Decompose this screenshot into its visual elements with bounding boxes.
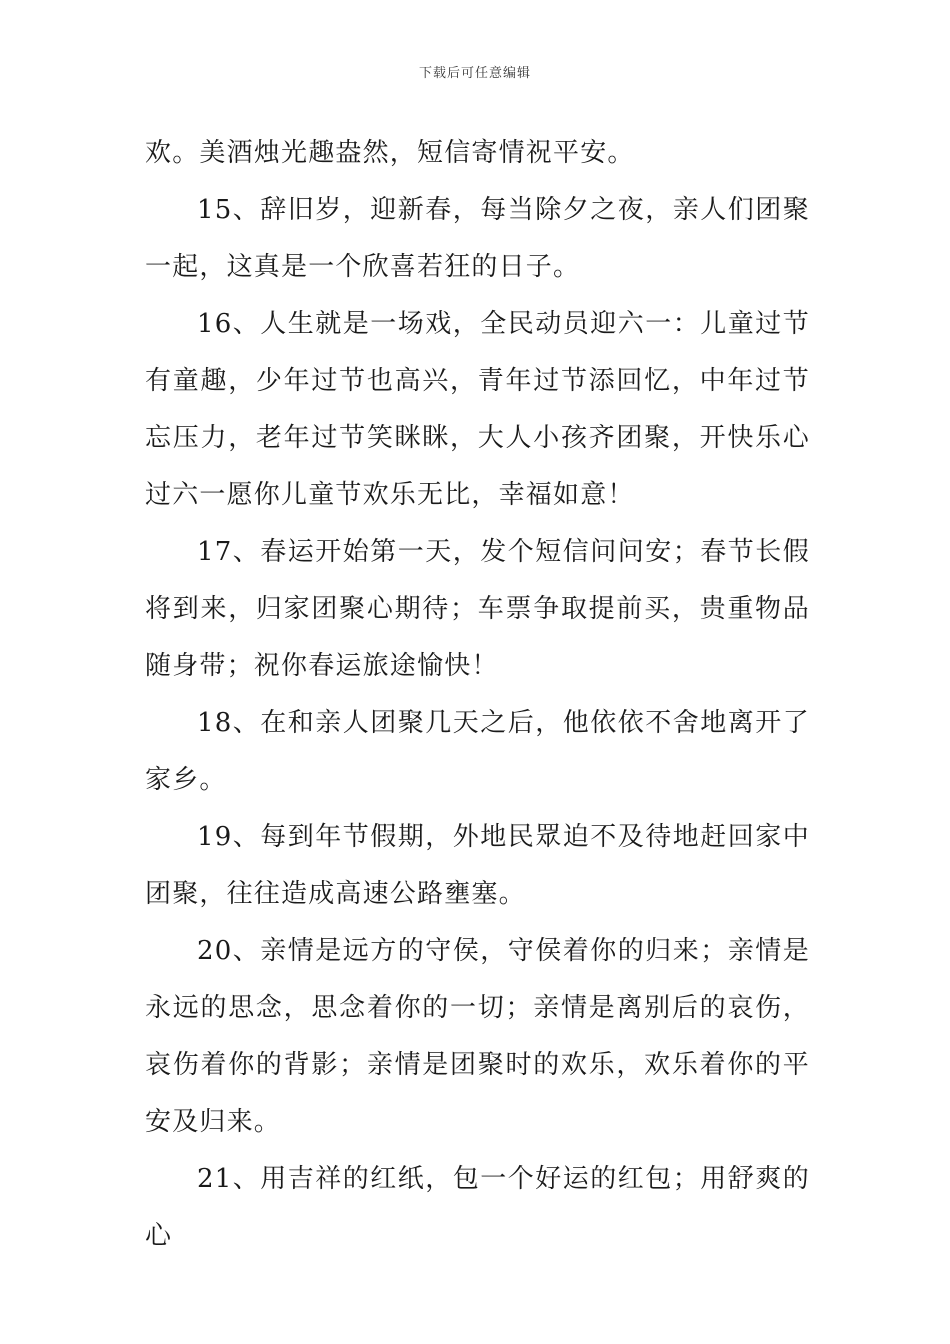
paragraph-17: 17、春运开始第一天，发个短信问问安；春节长假将到来，归家团聚心期待；车票争取提前买，贵重物品随身带；祝你春运旅途愉快！	[145, 537, 810, 681]
paragraph-19: 19、每到年节假期，外地民眾迫不及待地赶回家中团聚，往往造成高速公路壅塞。	[145, 822, 810, 909]
paragraph-16: 16、人生就是一场戏，全民动员迎六一：儿童过节有童趣，少年过节也高兴，青年过节添回忆，中年过节忘压力，老年过节笑眯眯，大人小孩齐团聚，开快乐心过六一愿你儿童节欢乐无比，幸福如意！	[145, 309, 810, 510]
document-body	[145, 125, 810, 1265]
paragraph-18: 18、在和亲人团聚几天之后，他依依不舍地离开了家乡。	[145, 708, 810, 795]
paragraph-21: 21、用吉祥的红纸，包一个好运的红包；用舒爽的心	[145, 1164, 810, 1251]
paragraph-20: 20、亲情是远方的守侯，守侯着你的归来；亲情是永远的思念，思念着你的一切；亲情是离别后的哀伤，哀伤着你的背影；亲情是团聚时的欢乐，欢乐着你的平安及归来。	[145, 936, 810, 1137]
page-header: 下载后可任意编辑	[418, 66, 531, 81]
paragraph-15: 15、辞旧岁，迎新春，每当除夕之夜，亲人们团聚一起，这真是一个欣喜若狂的日子。	[145, 195, 810, 282]
paragraph-continued: 欢。美酒烛光趣盎然，短信寄情祝平安。	[145, 138, 635, 168]
